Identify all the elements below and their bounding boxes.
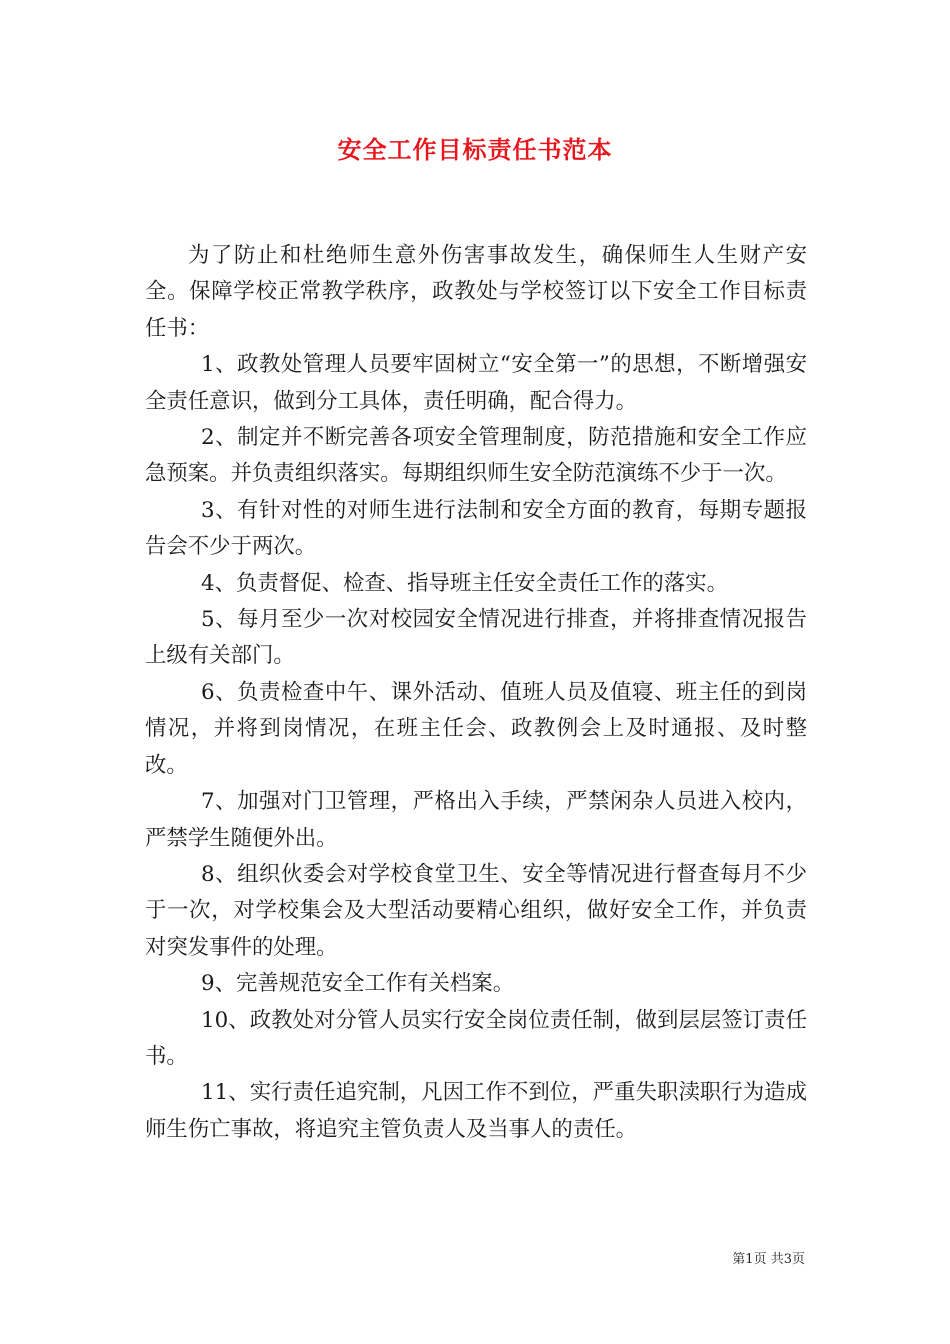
list-item: 11、实行责任追究制，凡因工作不到位，严重失职渎职行为造成师生伤亡事故，将追究主管负责人及当事人的责任。: [145, 1080, 807, 1142]
list-item: 4、负责督促、检查、指导班主任安全责任工作的落实。: [201, 570, 728, 596]
list-item: 1、政教处管理人员要牢固树立“安全第一”的思想，不断增强安全责任意识，做到分工具体，责任明确，配合得力。: [145, 352, 807, 414]
footer-middle: 页 共: [753, 1252, 784, 1267]
list-item: 9、完善规范安全工作有关档案。: [201, 971, 515, 997]
page-number-footer: [732, 1248, 805, 1267]
list-item: 8、组织伙委会对学校食堂卫生、安全等情况进行督查每月不少于一次，对学校集会及大型活动要精心组织，做好安全工作，并负责对突发事件的处理。: [145, 861, 807, 960]
footer-prefix: 第: [732, 1252, 746, 1267]
list-item: 2、制定并不断完善各项安全管理制度，防范措施和安全工作应急预案。并负责组织落实。每期组织师生安全防范演练不少于一次。: [145, 425, 807, 487]
list-item: 3、有针对性的对师生进行法制和安全方面的教育，每期专题报告会不少于两次。: [145, 497, 807, 560]
list-item: 10、政教处对分管人员实行安全岗位责任制，做到层层签订责任书。: [145, 1007, 807, 1069]
intro-paragraph: 为了防止和杜绝师生意外伤害事故发生，确保师生人生财产安全。保障学校正常教学秩序，政教处与学校签订以下安全工作目标责任书：: [145, 243, 807, 341]
list-item: 5、每月至少一次对校园安全情况进行排查，并将排查情况报告上级有关部门。: [145, 607, 807, 669]
list-item: 7、加强对门卫管理，严格出入手续，严禁闲杂人员进入校内，严禁学生随便外出。: [145, 789, 807, 851]
footer-suffix: 页: [791, 1252, 805, 1267]
current-page-number: 1: [745, 1252, 754, 1267]
document-title: 安全工作目标责任书范本: [337, 135, 613, 164]
document-body: [145, 238, 807, 1148]
list-item: 6、负责检查中午、课外活动、值班人员及值寝、班主任的到岗情况，并将到岗情况，在班主任会、政教例会上及时通报、及时整改。: [145, 679, 807, 778]
total-pages-number: 3: [783, 1252, 792, 1267]
